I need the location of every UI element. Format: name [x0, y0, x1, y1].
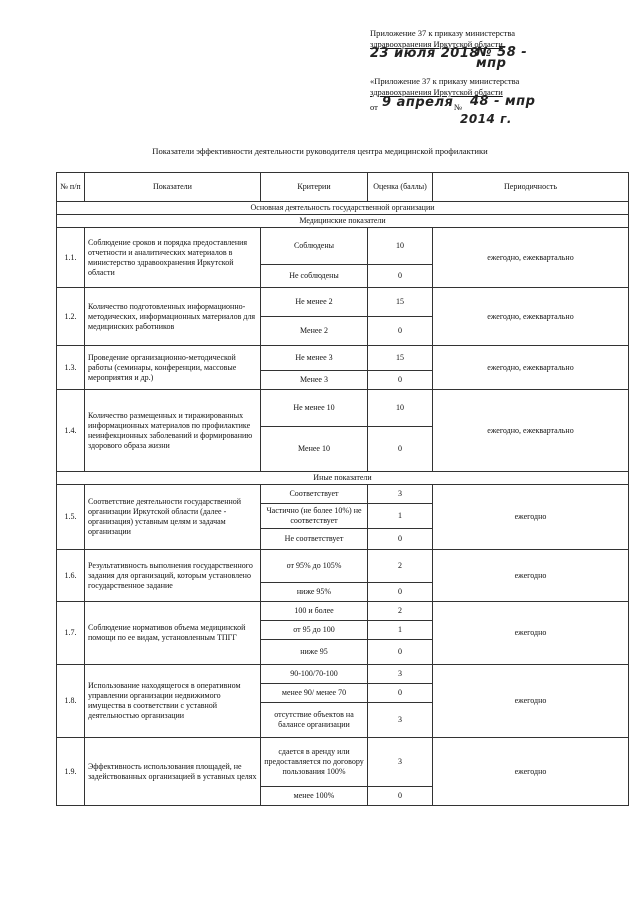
periodicity: ежегодно, ежеквартально [433, 390, 629, 472]
periodicity: ежегодно [433, 602, 629, 665]
score: 3 [368, 665, 433, 684]
indicator-name: Количество подготовленных информационно-методических, информационных материалов для медицинских работников [85, 288, 261, 346]
column-header: № п/п [57, 173, 85, 202]
criterion: Соблюдены [261, 228, 368, 265]
section-other-indicators: Иные показатели [57, 472, 629, 485]
criterion: от 95 до 100 [261, 621, 368, 640]
number-label: № [454, 102, 463, 112]
criterion: менее 100% [261, 787, 368, 806]
score: 0 [368, 265, 433, 288]
criterion: Частично (не более 10%) не соответствует [261, 504, 368, 529]
criterion: Не соблюдены [261, 265, 368, 288]
table-row [57, 738, 629, 787]
score: 15 [368, 288, 433, 317]
column-header: Оценка (баллы) [368, 173, 433, 202]
criterion: 100 и более [261, 602, 368, 621]
section-medical-indicators-row [57, 215, 629, 228]
criterion: менее 90/ менее 70 [261, 684, 368, 703]
score: 10 [368, 228, 433, 265]
table-row [57, 228, 629, 265]
score: 1 [368, 621, 433, 640]
criterion: ниже 95 [261, 640, 368, 665]
section-main-activity-row [57, 202, 629, 215]
periodicity: ежегодно [433, 550, 629, 602]
document-title: Показатели эффективности деятельности руководителя центра медицинской профилактики [152, 146, 488, 156]
score: 0 [368, 317, 433, 346]
handwritten-number: 48 - мпр [470, 94, 536, 109]
table-row [57, 346, 629, 371]
column-header: Критерии [261, 173, 368, 202]
column-header: Периодичность [433, 173, 629, 202]
criterion: 90-100/70-100 [261, 665, 368, 684]
criterion: от 95% до 105% [261, 550, 368, 583]
table-body [57, 202, 629, 806]
score: 0 [368, 787, 433, 806]
criterion: сдается в аренду или предоставляется по договору пользования 100% [261, 738, 368, 787]
appendix-line: здравоохранения Иркутской области [370, 39, 503, 49]
periodicity: ежегодно, ежеквартально [433, 228, 629, 288]
table-row [57, 550, 629, 583]
criterion: Соответствует [261, 485, 368, 504]
indicator-number: 1.2. [57, 288, 85, 346]
handwritten-date-row-1 [370, 45, 560, 71]
handwritten-date: 23 июля 2018 [370, 46, 479, 61]
indicator-name: Количество размещенных и тиражированных информационных материалов по профилактике неинфекционных заболеваний и формированию здорового образа жизни [85, 390, 261, 472]
indicator-number: 1.5. [57, 485, 85, 550]
periodicity: ежегодно, ежеквартально [433, 346, 629, 390]
indicator-name: Соответствие деятельности государственной организации Иркутской области (далее - организация) уставным целям и задачам организации [85, 485, 261, 550]
criterion: Не менее 3 [261, 346, 368, 371]
score: 3 [368, 703, 433, 738]
criterion: Не менее 2 [261, 288, 368, 317]
periodicity: ежегодно [433, 738, 629, 806]
periodicity: ежегодно, ежеквартально [433, 288, 629, 346]
score: 3 [368, 485, 433, 504]
table-row [57, 288, 629, 317]
table-row [57, 390, 629, 427]
score: 0 [368, 583, 433, 602]
handwritten-year: 2014 г. [460, 112, 512, 126]
score: 15 [368, 346, 433, 371]
table-row [57, 665, 629, 684]
indicator-number: 1.1. [57, 228, 85, 288]
score: 2 [368, 550, 433, 583]
handwritten-year-row [370, 114, 560, 128]
criterion: отсутствие объектов на балансе организации [261, 703, 368, 738]
periodicity: ежегодно [433, 485, 629, 550]
score: 1 [368, 504, 433, 529]
score: 3 [368, 738, 433, 787]
appendix-line: здравоохранения Иркутской области [370, 87, 503, 97]
appendix-header-2 [370, 76, 560, 128]
appendix-line: «Приложение 37 к приказу министерства [370, 76, 520, 86]
indicator-name: Эффективность использования площадей, не задействованных организацией в уставных целях [85, 738, 261, 806]
score: 0 [368, 529, 433, 550]
handwritten-date: 9 апреля [382, 95, 454, 110]
indicator-number: 1.3. [57, 346, 85, 390]
handwritten-number: № 58 - мпр [476, 45, 528, 71]
appendix-header-1 [370, 28, 560, 71]
table-row [57, 485, 629, 504]
criterion: Не соответствует [261, 529, 368, 550]
column-header: Показатели [85, 173, 261, 202]
indicator-name: Соблюдение нормативов объема медицинской помощи по ее видам, установленным ТПГГ [85, 602, 261, 665]
criterion: Менее 10 [261, 427, 368, 472]
indicator-number: 1.7. [57, 602, 85, 665]
indicator-name: Использование находящегося в оперативном управлении организации недвижимого имущества в соответствии с уставной деятельностью организации [85, 665, 261, 738]
score: 2 [368, 602, 433, 621]
section-other-indicators-row [57, 472, 629, 485]
indicator-number: 1.6. [57, 550, 85, 602]
score: 0 [368, 371, 433, 390]
indicators-table [56, 172, 629, 806]
appendix-line: Приложение 37 к приказу министерства [370, 28, 515, 38]
indicator-name: Результативность выполнения государственного задания для организаций, которым установлено государственное задание [85, 550, 261, 602]
score: 10 [368, 390, 433, 427]
criterion: Не менее 10 [261, 390, 368, 427]
score: 0 [368, 684, 433, 703]
periodicity: ежегодно [433, 665, 629, 738]
criterion: Менее 3 [261, 371, 368, 390]
section-main-activity: Основная деятельность государственной организации [57, 202, 629, 215]
criterion: ниже 95% [261, 583, 368, 602]
criterion: Менее 2 [261, 317, 368, 346]
section-medical-indicators: Медицинские показатели [57, 215, 629, 228]
from-label: от [370, 102, 378, 112]
indicator-name: Проведение организационно-методической работы (семинары, конференции, массовые мероприятия и др.) [85, 346, 261, 390]
score: 0 [368, 640, 433, 665]
indicator-name: Соблюдение сроков и порядка предоставления отчетности и аналитических материалов в министерство здравоохранения Иркутской области [85, 228, 261, 288]
indicator-number: 1.8. [57, 665, 85, 738]
table-row [57, 602, 629, 621]
indicator-number: 1.4. [57, 390, 85, 472]
score: 0 [368, 427, 433, 472]
indicator-number: 1.9. [57, 738, 85, 806]
table-header-row [57, 173, 629, 202]
